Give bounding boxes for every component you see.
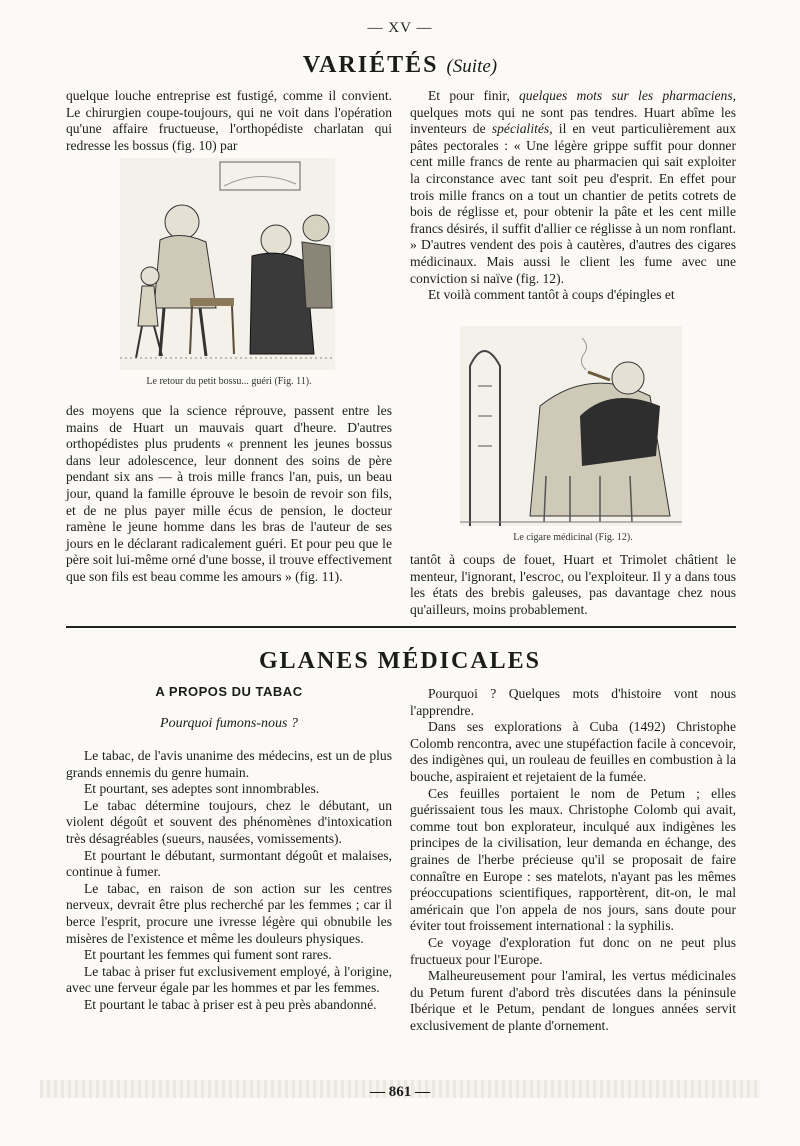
glanes-left-column xyxy=(66,748,392,1014)
glanes-subsubhead: Pourquoi fumons-nous ? xyxy=(160,716,298,731)
glanes-title: GLANES MÉDICALES xyxy=(258,648,542,674)
right-p1-b: il en veut particulièrement aux pâtes pectorales : « Une légère grippe suffit pour donner cent mille francs de rente au pharmacien qui sait exploiter la circonstance avec tant soit peu d'esprit. En effet pour trois mille francs on a tout un chantier de petits cotrets de bois de réglisse et, pour obtenir la pâte et les cent mille francs désirés, il suffit d'allier ce réglisse à un nom ronflant. » D'autres vendent des pois à cautères, d'autres des cigares médicinaux. Mais aussi le client les fume avec une conviction si naïve (fig. 12). xyxy=(410,121,736,286)
left-top-column xyxy=(66,88,392,154)
section-title-text: VARIÉTÉS xyxy=(302,52,439,78)
right-p1-prefix: Et pour finir, xyxy=(428,88,519,103)
section-divider xyxy=(66,626,736,628)
page-roman-number: — XV — xyxy=(367,20,433,36)
caption-fig-12: Le cigare médicinal (Fig. 12). xyxy=(513,532,633,543)
right-p1-a: quelques mots qui ne sont pas tendres. Huart abîme les inventeurs de xyxy=(410,104,736,137)
glanes-left-p2: Et pourtant, ses adeptes sont innombrables. xyxy=(84,781,320,797)
illustration-cigare xyxy=(460,326,682,526)
right-top-paragraph-3: tantôt à coups de fouet, Huart et Trimolet châtient le menteur, l'ignorant, l'escroc, ou l'exploiteur. Il y a dans tous les états des brebis galeuses, pas davantage chez nous qu'ailleurs, moins probablement. xyxy=(410,552,736,617)
glanes-left-p3: Le tabac détermine toujours, chez le débutant, un violent dégoût et souvent des phénomènes d'intoxication très désagréables (sueurs, nausées, vomissements). xyxy=(66,797,392,846)
section-title xyxy=(0,52,800,79)
right-top-paragraph-1 xyxy=(410,88,736,287)
glanes-left-p1: Le tabac, de l'avis unanime des médecins, est un de plus grands ennemis du genre humain. xyxy=(66,748,392,780)
page-number: — 861 — xyxy=(370,1084,430,1100)
glanes-right-p3: Ces feuilles portaient le nom de Petum ; elles guérissaient tous les maux. Christophe Colomb qui avait, comme tout bon explorateur, inculqué aux indigènes les principes de la civilisation, leur demanda en échange, des graines de l'herbe précieuse qu'il se proposait de faire connaître en Europe : ses matelots, n'ayant pas les mêmes préoccupations scientifiques, rapportèrent, dit-on, le mal américain que l'on appela de nos jours, sans doute pour éviter tout froissement international : la syphilis. xyxy=(410,785,736,934)
glanes-right-column xyxy=(410,686,736,1034)
glanes-right-p1: Pourquoi ? Quelques mots d'histoire vont nous l'apprendre. xyxy=(410,686,736,718)
glanes-left-p6: Et pourtant les femmes qui fument sont rares. xyxy=(84,947,332,963)
illustration-bossu xyxy=(120,158,335,370)
right-top-paragraph-2: Et voilà comment tantôt à coups d'épingles et xyxy=(428,287,675,303)
left-top-paragraph-1: quelque louche entreprise est fustigé, comme il convient. Le chirurgien coupe-toujours, qui ne voit dans l'opération qu'une affaire fructueuse, l'orthopédiste charlatan qui redresse les bossus (fig. 10) par xyxy=(66,88,392,153)
right-top-column-cont xyxy=(410,552,736,618)
caption-fig-11: Le retour du petit bossu... guéri (Fig. 11). xyxy=(146,376,312,387)
left-top-paragraph-2: des moyens que la science réprouve, passent entre les mains de Huart un mauvais quart d'heure. D'autres orthopédistes plus prudents « prennent les jeunes bossus dans leur adolescence, leur donnent des soins de père pendant six ans — à trois mille francs l'an, puis, un beau jour, quand la famille éprouve le besoin de revoir son fils, et de ne plus payer mille écus de pension, le docteur ramène le jeune homme dans les bras de l'auteur de ses jours en le déclarant radicalement guéri. Et pour peu que le père soit lui-même orné d'une bosse, il trouve effectivement que son fils est beau comme les amours » (fig. 11). xyxy=(66,403,392,584)
glanes-left-p8: Et pourtant le tabac à priser est à peu près abandonné. xyxy=(84,996,377,1012)
engraving-icon xyxy=(120,158,335,370)
glanes-subhead: A PROPOS DU TABAC xyxy=(155,684,303,699)
glanes-right-p2: Dans ses explorations à Cuba (1492) Christophe Colomb rencontra, avec une stupéfaction facile à concevoir, des indigènes qui, un rouleau de feuilles en combustion à la bouche, aspiraient et rejetaient de la fumée. xyxy=(410,719,736,784)
glanes-left-p7: Le tabac à priser fut exclusivement employé, à l'origine, avec une ferveur égale par les hommes et par les femmes. xyxy=(66,963,392,996)
left-top-column-cont xyxy=(66,403,392,586)
right-p1-italic2: spécialités, xyxy=(491,121,553,137)
right-top-column xyxy=(410,88,736,304)
section-title-suite: (Suite) xyxy=(446,56,498,77)
glanes-left-p5: Le tabac, en raison de son action sur les centres nerveux, devrait être plus recherché par les femmes ; car il berce l'esprit, procure une ivresse légère qui obnubile les misères de l'existence et même les douleurs physiques. xyxy=(66,880,392,946)
right-p1-italic: quelques mots sur les pharmaciens, xyxy=(518,88,737,103)
glanes-right-p5: Malheureusement pour l'amiral, les vertus médicinales du Petum furent d'abord très discutées dans la péninsule Ibérique et le Petum, pendant de longues années servit exclusivement de plante d'ornement. xyxy=(410,968,736,1033)
engraving-cigar-icon xyxy=(460,326,682,526)
glanes-right-p4: Ce voyage d'exploration fut donc on ne peut plus fructueux pour l'Europe. xyxy=(410,934,736,967)
glanes-left-p4: Et pourtant le débutant, surmontant dégoût et malaises, continue à fumer. xyxy=(66,847,392,880)
